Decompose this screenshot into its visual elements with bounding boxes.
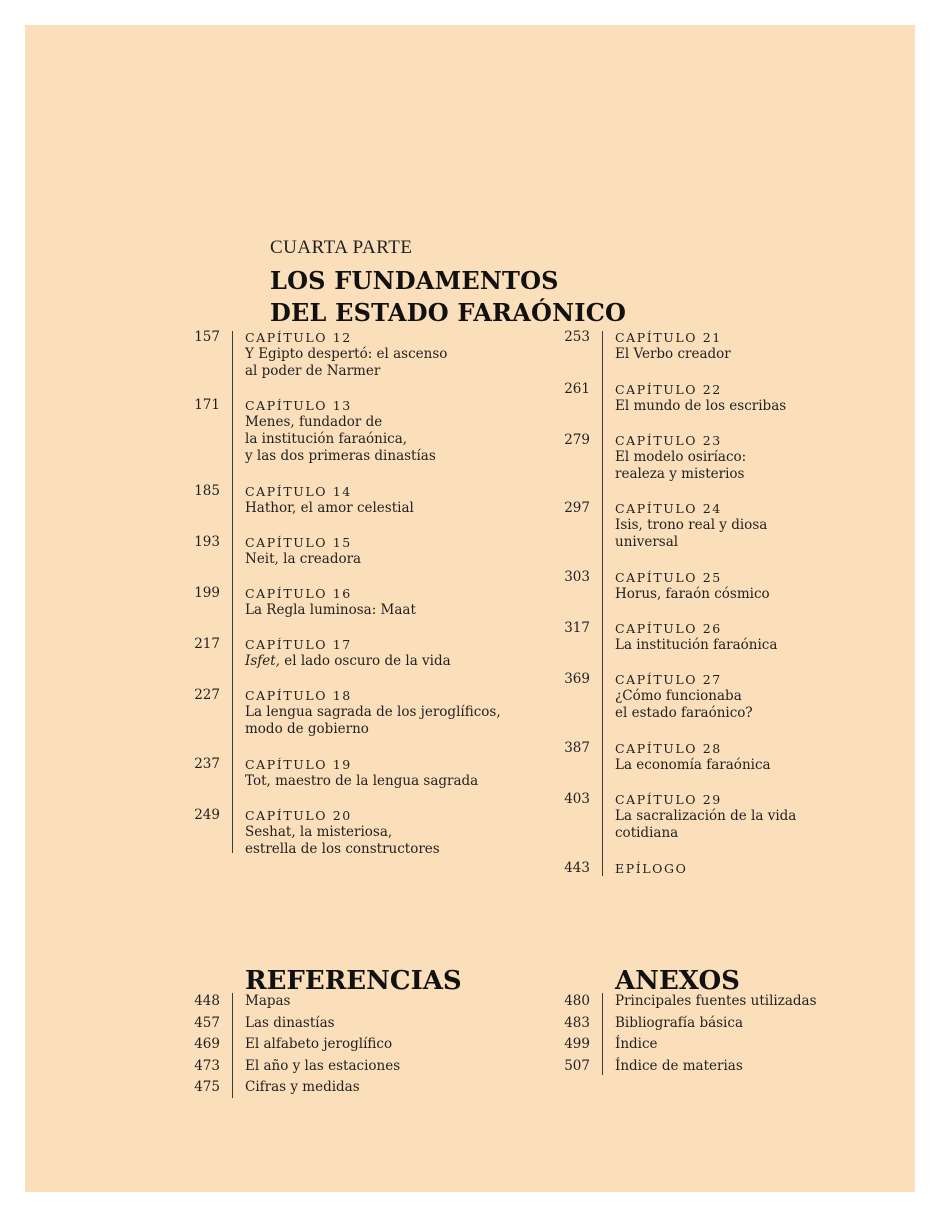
chapter-title-text: La institución faraónica — [615, 637, 778, 653]
chapter-title-text: El modelo osiríaco: — [615, 449, 747, 465]
part-title-line-1: LOS FUNDAMENTOS — [270, 266, 559, 295]
referencias-item-title: Cifras y medidas — [245, 1079, 360, 1095]
chapter-title-text: realeza y misterios — [615, 466, 745, 482]
chapter-title-line — [245, 448, 436, 465]
chapter-title-line — [615, 757, 771, 774]
chapter-title-text: al poder de Narmer — [245, 363, 381, 379]
anexos-title: ANEXOS — [615, 966, 740, 996]
chapter-title-line — [615, 825, 678, 842]
anexos-page-number: 507 — [564, 1057, 590, 1074]
chapter-page-number: 193 — [194, 534, 220, 550]
chapter-title-text: El mundo de los escribas — [615, 398, 787, 414]
chapter-page-number: 369 — [564, 671, 590, 687]
chapter-label: CAPÍTULO 24 — [615, 501, 722, 516]
chapter-title-line — [615, 449, 746, 466]
chapter-title-text: Horus, faraón cósmico — [615, 586, 770, 602]
chapter-page-number: 297 — [564, 500, 590, 516]
referencias-item-title: El año y las estaciones — [245, 1057, 401, 1074]
anexos-page-number: 483 — [564, 1014, 590, 1031]
chapter-title-text: Neit, la creadora — [245, 551, 362, 567]
chapter-title-text: Isis, trono real y diosa — [615, 517, 768, 533]
chapter-title-text: Menes, fundador de — [245, 414, 383, 430]
part-label: CUARTA PARTE — [270, 237, 413, 258]
chapter-title-line — [245, 551, 361, 568]
chapter-label: CAPÍTULO 19 — [245, 757, 352, 772]
chapter-title-line — [245, 602, 416, 619]
referencias-page-number: 475 — [194, 1079, 220, 1095]
right-column-rule — [602, 331, 603, 876]
anexos-item-title: Índice de materias — [615, 1057, 743, 1074]
chapter-title-line — [615, 808, 796, 825]
chapter-page-number: 199 — [194, 585, 220, 601]
chapter-title-line — [245, 773, 478, 790]
chapter-title-line — [245, 500, 414, 517]
chapter-title-text: el lado oscuro de la vida — [279, 653, 451, 669]
chapter-title-text: La lengua sagrada de los jeroglíficos, — [245, 704, 501, 720]
chapter-label: CAPÍTULO 20 — [245, 808, 352, 823]
anexos-item-title: Bibliografía básica — [615, 1014, 743, 1031]
chapter-title-line — [615, 346, 731, 363]
chapter-title-text: La Regla luminosa: Maat — [245, 602, 416, 618]
chapter-title-line — [245, 824, 392, 841]
chapter-label: CAPÍTULO 26 — [615, 621, 722, 636]
chapter-label: CAPÍTULO 27 — [615, 672, 722, 687]
chapter-title-line — [245, 653, 451, 670]
chapter-title-line — [245, 414, 382, 431]
chapter-title-line — [245, 841, 440, 858]
referencias-page-number: 448 — [194, 993, 220, 1009]
anexos-page-number: 499 — [564, 1036, 590, 1052]
chapter-page-number: 443 — [564, 860, 590, 876]
chapter-label: CAPÍTULO 12 — [245, 330, 352, 345]
chapter-title-line — [245, 704, 501, 721]
chapter-label: CAPÍTULO 22 — [615, 382, 722, 397]
chapter-title-text: el estado faraónico? — [615, 705, 753, 721]
chapter-page-number: 227 — [194, 687, 220, 703]
chapter-title-text: Seshat, la misteriosa, — [245, 824, 393, 840]
toc-page — [25, 25, 915, 1192]
chapter-page-number: 317 — [564, 620, 590, 636]
chapter-title-line — [245, 346, 447, 363]
chapter-page-number: 253 — [564, 329, 590, 345]
chapter-label: EPÍLOGO — [615, 861, 688, 876]
chapter-title-italic: Isfet, — [245, 653, 280, 669]
chapter-title-line — [615, 517, 767, 534]
chapter-page-number: 237 — [194, 756, 220, 772]
anexos-page-number: 480 — [564, 993, 590, 1009]
chapter-title-text: modo de gobierno — [245, 721, 369, 737]
chapter-title-text: Tot, maestro de la lengua sagrada — [245, 773, 479, 789]
chapter-page-number: 217 — [194, 636, 220, 652]
anexos-item-title: Índice — [615, 1036, 658, 1052]
chapter-label: CAPÍTULO 25 — [615, 570, 722, 585]
chapter-title-line — [245, 363, 380, 380]
chapter-title-line — [245, 721, 369, 738]
part-title — [270, 265, 626, 329]
chapter-page-number: 261 — [564, 381, 590, 397]
chapter-page-number: 185 — [194, 483, 220, 499]
referencias-page-number: 469 — [194, 1036, 220, 1052]
referencias-page-number: 457 — [194, 1014, 220, 1031]
chapter-title-line — [615, 637, 777, 654]
anexos-rule — [602, 993, 603, 1075]
chapter-label: CAPÍTULO 29 — [615, 792, 722, 807]
chapter-title-text: y las dos primeras dinastías — [245, 448, 436, 464]
chapter-page-number: 387 — [564, 740, 590, 756]
chapter-title-line — [615, 534, 678, 551]
chapter-label: CAPÍTULO 28 — [615, 741, 722, 756]
chapter-page-number: 403 — [564, 791, 590, 807]
chapter-title-text: cotidiana — [615, 825, 679, 841]
chapter-label: CAPÍTULO 18 — [245, 688, 352, 703]
chapter-title-text: Hathor, el amor celestial — [245, 500, 414, 516]
chapter-label: CAPÍTULO 16 — [245, 586, 352, 601]
chapter-title-text: Y Egipto despertó: el ascenso — [245, 346, 448, 362]
chapter-page-number: 171 — [194, 397, 220, 413]
chapter-label: CAPÍTULO 21 — [615, 330, 722, 345]
chapter-title-text: ¿Cómo funcionaba — [615, 688, 742, 704]
chapter-label: CAPÍTULO 17 — [245, 637, 352, 652]
referencias-item-title: Las dinastías — [245, 1014, 335, 1031]
left-column-rule — [232, 331, 233, 853]
part-title-line-2: DEL ESTADO FARAÓNICO — [270, 298, 627, 327]
chapter-page-number: 303 — [564, 569, 590, 585]
chapter-title-line — [615, 705, 753, 722]
referencias-title: REFERENCIAS — [245, 966, 462, 996]
chapter-title-line — [245, 431, 407, 448]
anexos-item-title: Principales fuentes utilizadas — [615, 993, 817, 1009]
chapter-title-line — [615, 466, 744, 483]
chapter-title-text: la institución faraónica, — [245, 431, 408, 447]
referencias-item-title: El alfabeto jeroglífico — [245, 1036, 393, 1052]
referencias-item-title: Mapas — [245, 993, 291, 1009]
chapter-label: CAPÍTULO 14 — [245, 484, 352, 499]
chapter-title-line — [615, 398, 786, 415]
chapter-page-number: 157 — [194, 329, 220, 345]
chapter-title-text: La sacralización de la vida — [615, 808, 797, 824]
chapter-title-line — [615, 586, 770, 603]
chapter-title-text: El Verbo creador — [615, 346, 731, 362]
referencias-rule — [232, 993, 233, 1098]
referencias-page-number: 473 — [194, 1057, 220, 1074]
chapter-label: CAPÍTULO 15 — [245, 535, 352, 550]
chapter-page-number: 249 — [194, 807, 220, 823]
chapter-label: CAPÍTULO 13 — [245, 398, 352, 413]
chapter-title-text: estrella de los constructores — [245, 841, 440, 857]
chapter-page-number: 279 — [564, 432, 590, 448]
chapter-title-line — [615, 688, 742, 705]
chapter-title-text: La economía faraónica — [615, 757, 771, 773]
chapter-label: CAPÍTULO 23 — [615, 433, 722, 448]
chapter-title-text: universal — [615, 534, 679, 550]
